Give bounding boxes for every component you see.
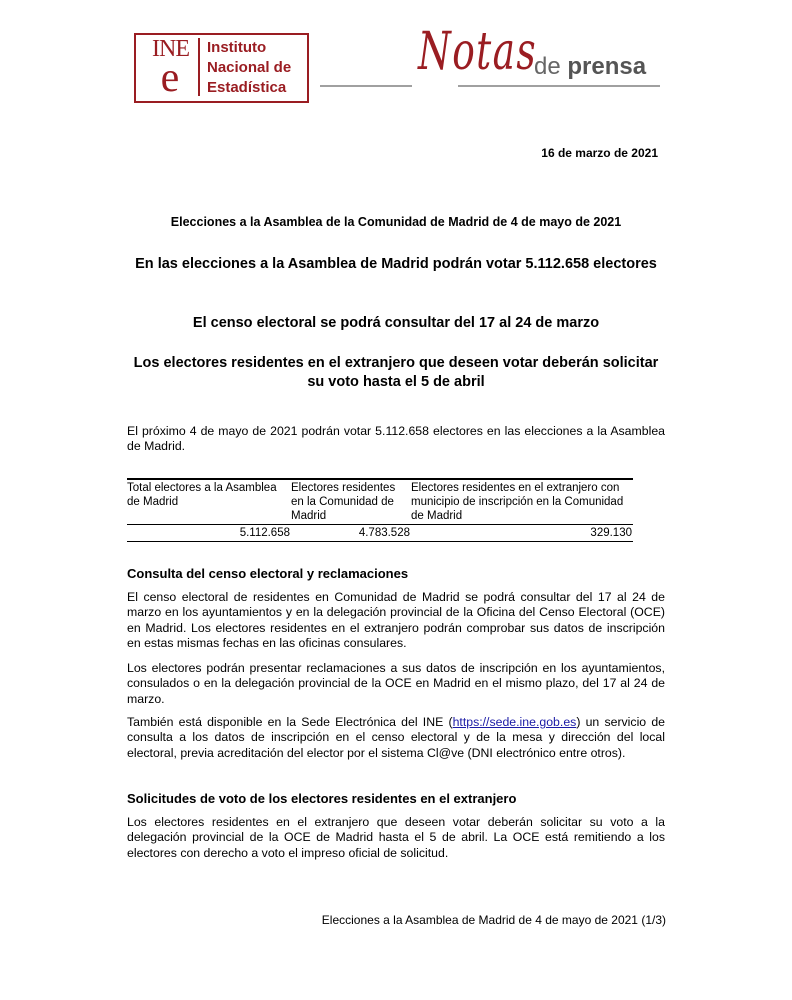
de-word: de — [534, 53, 561, 80]
logo-line-1: Instituto — [207, 39, 267, 56]
table-cell-total: 5.112.658 — [127, 525, 291, 542]
table-cell-abroad: 329.130 — [411, 525, 633, 542]
sede-ine-link[interactable]: https://sede.ine.gob.es — [452, 715, 577, 729]
prensa-word: prensa — [567, 53, 647, 80]
kicker: Elecciones a la Asamblea de la Comunidad de Madrid de 4 de mayo de 2021 — [170, 215, 622, 229]
headline-1: En las elecciones a la Asamblea de Madrid podrán votar 5.112.658 electores — [135, 256, 657, 272]
consulta-paragraph-3 — [127, 715, 665, 761]
intro-paragraph: El próximo 4 de mayo de 2021 podrán votar 5.112.658 electores en las elecciones a la Asamblea de Madrid. — [127, 424, 665, 454]
logo-divider — [198, 38, 200, 96]
electors-table — [127, 478, 633, 542]
logo-line-3: Estadística — [207, 79, 287, 96]
p3-text-after: ) un servicio de consulta a los datos de inscripción en el censo electoral y de la mesa y dirección del local electoral, previa acreditación del elector por el sistema Cl@ve (DNI electrónico entre otros). — [127, 715, 665, 760]
ine-logo-text — [207, 38, 291, 98]
consulta-paragraph-1: El censo electoral de residentes en Comunidad de Madrid se podrá consultar del 17 al 24 de marzo en los ayuntamientos y en la delegación provincial de la Oficina del Censo Electoral (OCE) en Madrid. Los electores residentes en el extranjero podrán comprobar sus datos de inscripción en estas mismas fechas en las oficinas consulares. — [127, 590, 665, 651]
headline-2: El censo electoral se podrá consultar del 17 al 24 de marzo — [192, 315, 600, 331]
consulta-paragraph-2: Los electores podrán presentar reclamaciones a sus datos de inscripción en los ayuntamientos, consulados o en la delegación provincial de la OCE en Madrid en el mismo plazo, del 17 al 24 de marzo. — [127, 661, 665, 706]
page-footer: Elecciones a la Asamblea de Madrid de 4 de mayo de 2021 (1/3) — [321, 913, 666, 927]
table-header-total: Total electores a la Asamblea de Madrid — [127, 479, 291, 525]
p3-text-before: También está disponible en la Sede Electrónica del INE ( — [127, 715, 453, 729]
ine-logo-e: e — [160, 55, 180, 101]
solicitudes-paragraph-1: Los electores residentes en el extranjero que deseen votar deberán solicitar su voto a la delegación provincial de la OCE de Madrid hasta el 5 de abril. La OCE está remitiendo a los electores con derecho a voto el impreso oficial de solicitud. — [127, 815, 665, 860]
table-header-abroad: Electores residentes en el extranjero con municipio de inscripción en la Comunidad de Madrid — [411, 479, 633, 525]
header-rule-left — [320, 85, 412, 87]
table-cell-residents: 4.783.528 — [291, 525, 411, 542]
press-date: 16 de marzo de 2021 — [541, 146, 658, 160]
table-row — [127, 525, 633, 542]
header-rule-right — [458, 85, 660, 87]
logo-line-2: Nacional de — [207, 59, 292, 76]
headline-3: Los electores residentes en el extranjero que deseen votar deberán solicitar su voto hasta el 5 de abril — [133, 355, 659, 390]
ine-logo-ine: INE — [152, 36, 189, 62]
table-header-row — [127, 479, 633, 525]
section-heading-consulta: Consulta del censo electoral y reclamaciones — [127, 566, 409, 581]
table-header-residents: Electores residentes en la Comunidad de Madrid — [291, 479, 411, 525]
section-heading-solicitudes: Solicitudes de voto de los electores residentes en el extranjero — [127, 791, 517, 806]
notas-wordmark: Notas — [418, 22, 538, 82]
ine-logo-mark — [152, 37, 188, 99]
de-prensa-wordmark — [534, 55, 646, 79]
